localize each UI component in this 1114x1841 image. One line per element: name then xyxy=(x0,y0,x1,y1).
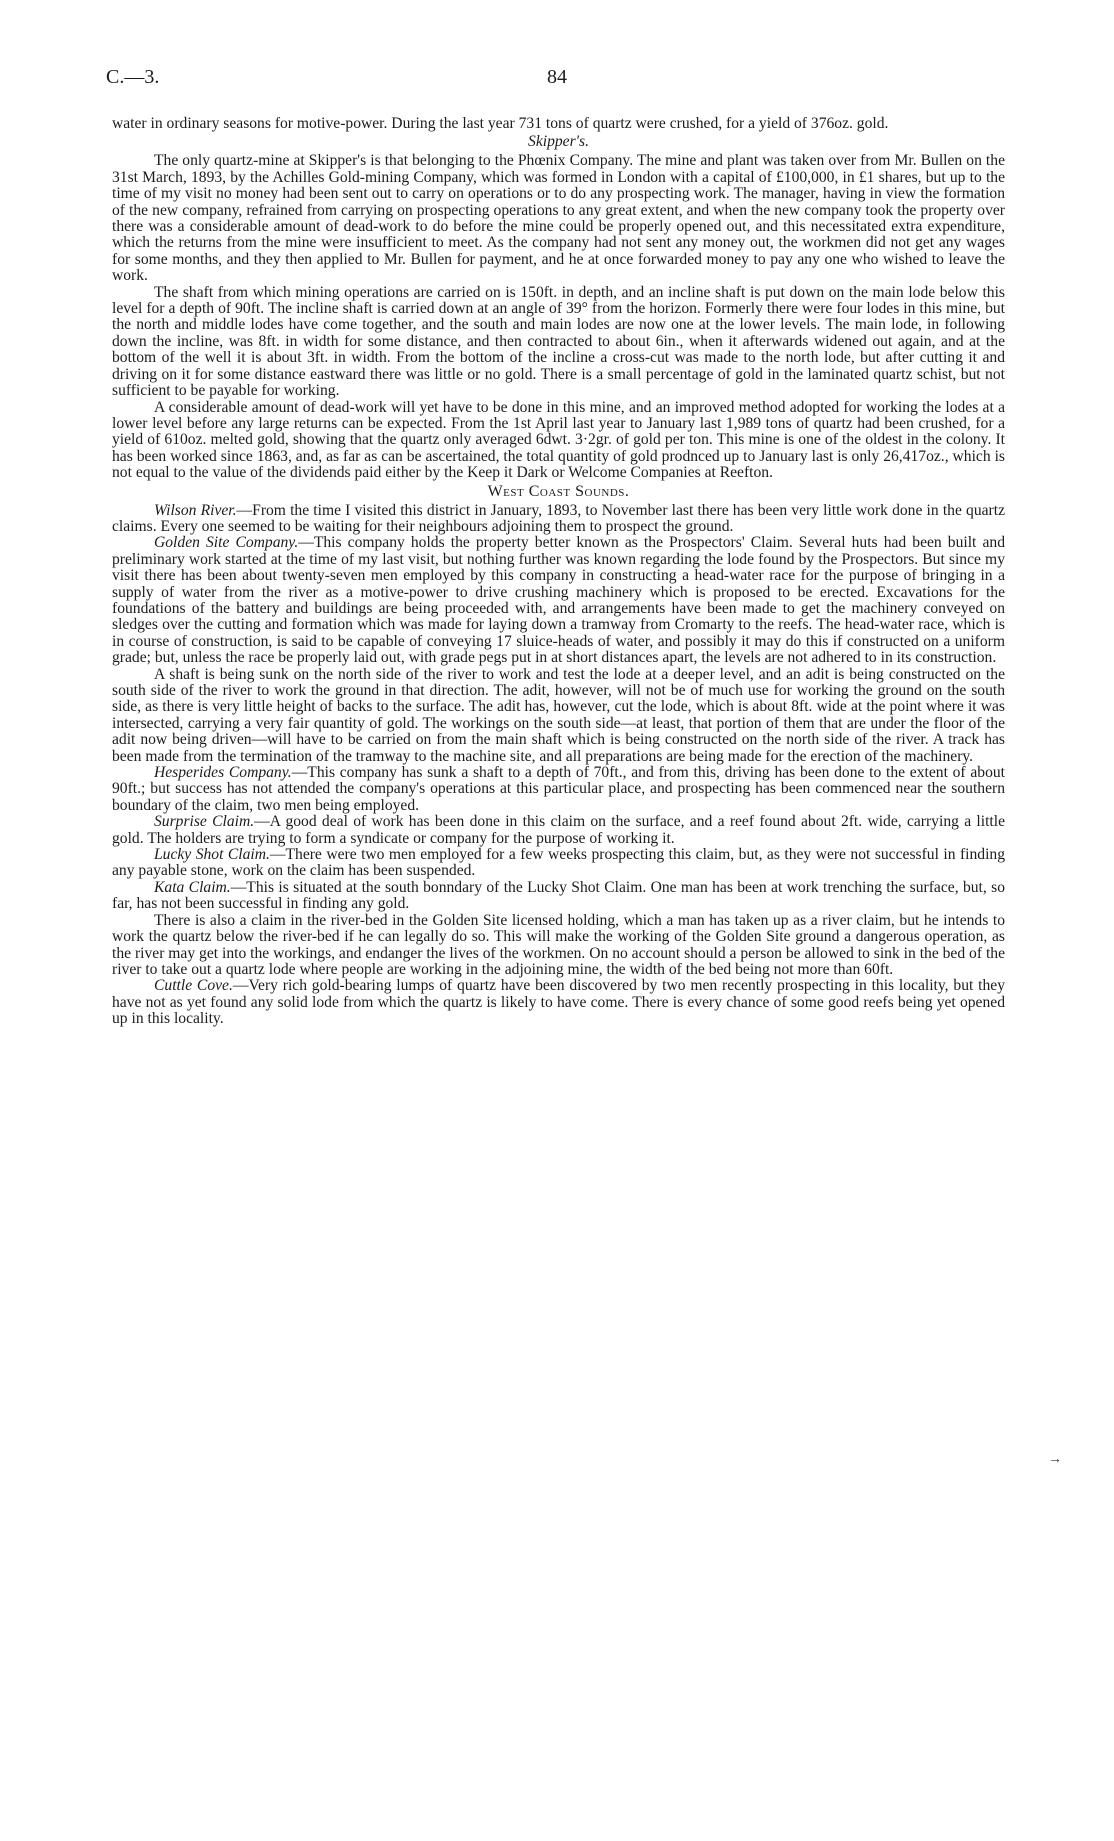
paragraph-text: —This company holds the property better known as the Prospectors' Claim. Several huts had been built and preliminary work started at the time of my last visit, but nothing further was known regarding the lode found by the Prospectors. But since my visit there has been about twenty-seven men employed by this company in constructing a head-water race for the purpose of bringing in a supply of water from the river as a motive-power to drive crushing machinery which is proposed to be erected. Excavations for the foundations of the battery and buildings are being proceeded with, and arrangements have been made to get the machinery conveyed on sledges over the cutting and formation which was made for laying down a tramway from Cromarty to the reefs. The head-water race, which is in course of construction, is said to be capable of conveying 17 sluice-heads of water, and possibly it may do this if constructed on a uniform grade; but, unless the race be properly laid out, with grade pegs put in at short distances apart, the levels are not adhered to in its construction. xyxy=(112,534,1005,667)
paragraph: There is also a claim in the river-bed in the Golden Site licensed holding, which a man has taken up as a river claim, but he intends to work the quartz below the river-bed if he can legally do so. This will make the working of the Golden Site ground a dangerous operation, as the river may get into the workings, and endanger the lives of the workmen. On no account should a person be allowed to sink in the bed of the river to take out a quartz lode where people are working in the adjoining mine, the width of the bed being not more than 60ft. xyxy=(112,911,1005,978)
page-header xyxy=(106,66,1008,96)
paragraph-lead: Hesperides Company. xyxy=(154,764,292,782)
paragraph-hesperides xyxy=(112,765,1005,814)
paragraph-wilson-river xyxy=(112,503,1005,536)
paragraph-lead: Surprise Claim. xyxy=(154,813,255,831)
paragraph-lead: Wilson River. xyxy=(154,501,237,519)
paragraph-text: —Very rich gold-bearing lumps of quartz have been discovered by two men recently prospecting in this locality, but they have not as yet found any solid lode from which the quartz is likely to have come. There is every chance of some good reefs being yet opened up in this locality. xyxy=(112,977,1005,1028)
paragraph-surprise xyxy=(112,814,1005,847)
paragraph-cuttle-cove xyxy=(112,978,1005,1027)
paragraph: A considerable amount of dead-work will yet have to be done in this mine, and an improved method adopted for working the lodes at a lower level before any large returns can be expected. From the 1st April last year to January last 1,989 tons of quartz had been crushed, for a yield of 610oz. melted gold, showing that the quartz only averaged 6dwt. 3·2gr. of gold per ton. This mine is one of the oldest in the colony. It has been worked since 1863, and, as far as can be ascertained, the total quantity of gold prodnced up to January last is only 26,417oz., which is not equal to the value of the dividends paid either by the Keep it Dark or Welcome Companies at Reefton. xyxy=(112,398,1005,482)
paragraph-kata xyxy=(112,880,1005,913)
page-number: 84 xyxy=(547,66,567,88)
section-heading-skippers: Skipper's. xyxy=(528,133,589,151)
paragraph-golden-site xyxy=(112,535,1005,666)
paragraph-lead: Lucky Shot Claim. xyxy=(154,846,270,864)
paragraph-lead: Golden Site Company. xyxy=(154,534,299,552)
section-heading-west-coast-sounds: West Coast Sounds. xyxy=(487,482,630,500)
paragraph-text: —A good deal of work has been done in this claim on the surface, and a reef found about 2ft. wide, carrying a little gold. The holders are trying to form a syndicate or company for the purpose of working it. xyxy=(112,813,1005,847)
margin-pen-mark: → xyxy=(1048,1452,1062,1467)
paragraph-lead: Kata Claim. xyxy=(154,878,231,896)
paragraph-text: —This company has sunk a shaft to a depth of 70ft., and from this, driving has been done to the extent of about 90ft.; but success has not attended the company's operations at this particular place, and prospecting has been commenced near the southern boundary of the claim, two men being employed. xyxy=(112,764,1005,814)
paragraph: A shaft is being sunk on the north side of the river to work and test the lode at a deeper level, and an adit is being constructed on the south side of the river to work the ground in that direction. The adit, however, will not be of much use for working the ground on the south side, as there is very little height of backs to the surface. The adit has, however, cut the lode, which is about 8ft. wide at the point where it was intersected, carrying a very fair quantity of gold. The workings on the south side—at least, that portion of them that are under the floor of the adit now being driven—will have to be carried on from the main shaft which is being constructed on the north side of the river. A track has been made from the termination of the tramway to the machine site, and all preparations are being made for the erection of the machinery. xyxy=(112,665,1005,765)
paragraph: The shaft from which mining operations are carried on is 150ft. in depth, and an incline shaft is put down on the main lode below this level for a depth of 90ft. The incline shaft is carried down at an angle of 39° from the horizon. Formerly there were four lodes in this mine, but the north and middle lodes have come together, and the south and main lodes are now one at the lower levels. The main lode, in following down the incline, was 8ft. in width for some distance, and then contracted to about 6in., when it afterwards widened out again, and at the bottom of the well it is about 3ft. in width. From the bottom of the incline a cross-cut was made to the north lode, but after cutting it and driving on it for some distance eastward there was little or no gold. There is a small percentage of gold in the laminated quartz schist, but not sufficient to be payable for working. xyxy=(112,283,1005,400)
document-reference: C.—3. xyxy=(106,66,160,88)
paragraph: The only quartz-mine at Skipper's is that belonging to the Phœnix Company. The mine and plant was taken over from Mr. Bullen on the 31st March, 1893, by the Achilles Gold-mining Company, which was formed in London with a capital of £100,000, in £1 shares, but up to the time of my visit no money had been sent out to carry on operations or to do any prospecting work. The manager, having in view the formation of the new company, refrained from carrying on prospecting operations to any great extent, and when the new company took the property over there was a considerable amount of dead-work to do before the mine could be properly opened out, and this necessitated extra expenditure, which the returns from the mine were insufficient to meet. As the company had not sent any money out, the workmen did not get any wages for some months, and they then applied to Mr. Bullen for payment, and he at once forwarded money to pay any one who wished to leave the work. xyxy=(112,152,1005,285)
paragraph-text: —This is situated at the south bonndary of the Lucky Shot Claim. One man has been at work trenching the surface, but, so far, has not been successful in finding any gold. xyxy=(112,878,1005,913)
paragraph-text: —From the time I visited this district in January, 1893, to November last there has been very little work done in the quartz claims. Every one seemed to be waiting for their neighbours adjoining them to prospect the ground. xyxy=(112,501,1005,535)
paragraph-lead: Cuttle Cove. xyxy=(154,977,233,995)
paragraph-lucky-shot xyxy=(112,847,1005,880)
paragraph-text: —There were two men employed for a few weeks prospecting this claim, but, as they were not successful in finding any payable stone, work on the claim has been suspended. xyxy=(112,846,1005,880)
continued-paragraph: water in ordinary seasons for motive-power. During the last year 731 tons of quartz were crushed, for a yield of 376oz. gold. xyxy=(112,115,889,132)
page-body xyxy=(112,116,1005,1028)
